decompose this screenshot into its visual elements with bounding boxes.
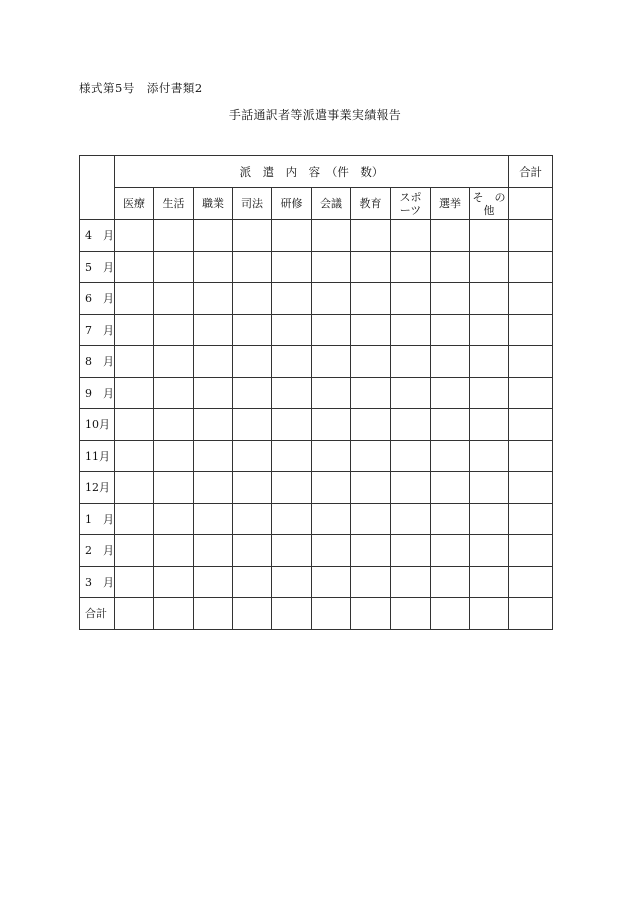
category-header-daily-life: 生活 xyxy=(154,188,194,220)
count-cell[interactable] xyxy=(154,409,194,441)
count-cell[interactable] xyxy=(194,220,233,252)
category-header-training: 研修 xyxy=(272,188,312,220)
month-label: 3 月 xyxy=(80,566,115,598)
form-reference: 様式第5号 添付書類2 xyxy=(79,81,203,95)
month-row xyxy=(80,346,553,378)
count-cell[interactable] xyxy=(431,251,470,283)
count-cell[interactable] xyxy=(194,472,233,504)
count-cell[interactable] xyxy=(115,566,154,598)
count-cell[interactable] xyxy=(391,220,431,252)
count-cell[interactable] xyxy=(431,283,470,315)
month-row xyxy=(80,283,553,315)
count-cell[interactable] xyxy=(154,283,194,315)
count-cell[interactable] xyxy=(312,409,351,441)
count-cell[interactable] xyxy=(312,440,351,472)
count-cell[interactable] xyxy=(431,346,470,378)
report-body xyxy=(80,220,553,630)
month-label: 12月 xyxy=(80,472,115,504)
count-cell[interactable] xyxy=(431,566,470,598)
count-cell[interactable] xyxy=(154,503,194,535)
count-cell[interactable] xyxy=(470,566,509,598)
month-label: 8 月 xyxy=(80,346,115,378)
count-cell[interactable] xyxy=(194,377,233,409)
count-cell[interactable] xyxy=(194,251,233,283)
count-cell[interactable] xyxy=(312,377,351,409)
count-cell[interactable] xyxy=(194,535,233,567)
count-cell[interactable] xyxy=(115,220,154,252)
count-cell[interactable] xyxy=(272,503,312,535)
count-cell[interactable] xyxy=(312,220,351,252)
month-label: 9 月 xyxy=(80,377,115,409)
count-cell[interactable] xyxy=(431,535,470,567)
count-cell[interactable] xyxy=(431,503,470,535)
count-cell[interactable] xyxy=(312,598,351,630)
count-cell[interactable] xyxy=(391,377,431,409)
count-cell[interactable] xyxy=(391,283,431,315)
month-row xyxy=(80,409,553,441)
count-cell[interactable] xyxy=(470,472,509,504)
count-cell[interactable] xyxy=(470,283,509,315)
count-cell[interactable] xyxy=(391,346,431,378)
count-cell[interactable] xyxy=(272,220,312,252)
count-cell[interactable] xyxy=(154,535,194,567)
dispatch-content-header: 派 遣 内 容 （件 数） xyxy=(115,156,509,188)
total-header: 合計 xyxy=(509,156,553,188)
count-cell[interactable] xyxy=(351,472,391,504)
count-cell[interactable] xyxy=(470,314,509,346)
count-cell[interactable] xyxy=(272,346,312,378)
count-cell[interactable] xyxy=(312,314,351,346)
count-cell[interactable] xyxy=(194,440,233,472)
count-cell[interactable] xyxy=(194,503,233,535)
count-cell[interactable] xyxy=(312,283,351,315)
count-cell[interactable] xyxy=(233,440,272,472)
count-cell[interactable] xyxy=(233,409,272,441)
count-cell[interactable] xyxy=(272,472,312,504)
count-cell[interactable] xyxy=(154,377,194,409)
count-cell[interactable] xyxy=(351,566,391,598)
count-cell[interactable] xyxy=(470,535,509,567)
count-cell[interactable] xyxy=(351,598,391,630)
total-header-blank xyxy=(509,188,553,220)
count-cell[interactable] xyxy=(351,409,391,441)
count-cell[interactable] xyxy=(115,251,154,283)
count-cell[interactable] xyxy=(391,566,431,598)
row-total-cell[interactable] xyxy=(509,566,553,598)
count-cell[interactable] xyxy=(272,377,312,409)
month-label: 1 月 xyxy=(80,503,115,535)
count-cell[interactable] xyxy=(154,598,194,630)
count-cell[interactable] xyxy=(272,535,312,567)
row-total-cell[interactable] xyxy=(509,251,553,283)
count-cell[interactable] xyxy=(431,377,470,409)
count-cell[interactable] xyxy=(272,566,312,598)
count-cell[interactable] xyxy=(233,472,272,504)
count-cell[interactable] xyxy=(391,314,431,346)
count-cell[interactable] xyxy=(115,503,154,535)
count-cell[interactable] xyxy=(470,251,509,283)
document-title: 手話通訳者等派遣事業実績報告 xyxy=(228,108,402,122)
category-header-medical: 医療 xyxy=(115,188,154,220)
month-row xyxy=(80,220,553,252)
count-cell[interactable] xyxy=(115,283,154,315)
count-cell[interactable] xyxy=(194,566,233,598)
category-header-sports: スポ ーツ xyxy=(391,188,431,220)
count-cell[interactable] xyxy=(115,346,154,378)
count-cell[interactable] xyxy=(470,409,509,441)
count-cell[interactable] xyxy=(272,314,312,346)
count-cell[interactable] xyxy=(470,503,509,535)
month-row xyxy=(80,314,553,346)
month-label: 6 月 xyxy=(80,283,115,315)
count-cell[interactable] xyxy=(312,566,351,598)
row-total-cell[interactable] xyxy=(509,283,553,315)
row-total-cell[interactable] xyxy=(509,409,553,441)
month-row xyxy=(80,440,553,472)
month-row xyxy=(80,566,553,598)
count-cell[interactable] xyxy=(431,472,470,504)
category-header-occupation: 職業 xyxy=(194,188,233,220)
count-cell[interactable] xyxy=(391,440,431,472)
count-cell[interactable] xyxy=(154,314,194,346)
count-cell[interactable] xyxy=(351,283,391,315)
month-label: 5 月 xyxy=(80,251,115,283)
count-cell[interactable] xyxy=(470,440,509,472)
count-cell[interactable] xyxy=(351,377,391,409)
count-cell[interactable] xyxy=(194,283,233,315)
count-cell[interactable] xyxy=(233,377,272,409)
month-label: 10月 xyxy=(80,409,115,441)
count-cell[interactable] xyxy=(351,220,391,252)
count-cell[interactable] xyxy=(391,251,431,283)
count-cell[interactable] xyxy=(115,535,154,567)
count-cell[interactable] xyxy=(351,346,391,378)
count-cell[interactable] xyxy=(194,409,233,441)
count-cell[interactable] xyxy=(115,472,154,504)
month-label: 11月 xyxy=(80,440,115,472)
dispatch-report-table xyxy=(79,155,553,630)
row-total-cell[interactable] xyxy=(509,503,553,535)
row-total-cell[interactable] xyxy=(509,346,553,378)
month-row xyxy=(80,472,553,504)
count-cell[interactable] xyxy=(154,472,194,504)
row-total-cell[interactable] xyxy=(509,598,553,630)
count-cell[interactable] xyxy=(312,251,351,283)
count-cell[interactable] xyxy=(470,377,509,409)
count-cell[interactable] xyxy=(272,440,312,472)
corner-cell xyxy=(80,156,115,220)
count-cell[interactable] xyxy=(431,440,470,472)
month-label: 7 月 xyxy=(80,314,115,346)
count-cell[interactable] xyxy=(272,409,312,441)
count-cell[interactable] xyxy=(351,314,391,346)
count-cell[interactable] xyxy=(470,220,509,252)
count-cell[interactable] xyxy=(233,346,272,378)
count-cell[interactable] xyxy=(233,251,272,283)
count-cell[interactable] xyxy=(154,566,194,598)
count-cell[interactable] xyxy=(154,440,194,472)
count-cell[interactable] xyxy=(351,535,391,567)
month-row xyxy=(80,251,553,283)
count-cell[interactable] xyxy=(272,598,312,630)
count-cell[interactable] xyxy=(351,503,391,535)
count-cell[interactable] xyxy=(154,220,194,252)
count-cell[interactable] xyxy=(312,472,351,504)
count-cell[interactable] xyxy=(115,440,154,472)
count-cell[interactable] xyxy=(115,409,154,441)
count-cell[interactable] xyxy=(272,283,312,315)
category-header-other: そ の 他 xyxy=(470,188,509,220)
category-header-education: 教育 xyxy=(351,188,391,220)
category-header-election: 選挙 xyxy=(431,188,470,220)
count-cell[interactable] xyxy=(431,409,470,441)
row-total-cell[interactable] xyxy=(509,314,553,346)
count-cell[interactable] xyxy=(154,346,194,378)
count-cell[interactable] xyxy=(391,598,431,630)
count-cell[interactable] xyxy=(272,251,312,283)
count-cell[interactable] xyxy=(351,251,391,283)
count-cell[interactable] xyxy=(431,314,470,346)
count-cell[interactable] xyxy=(154,251,194,283)
count-cell[interactable] xyxy=(391,503,431,535)
count-cell[interactable] xyxy=(391,472,431,504)
month-label: 2 月 xyxy=(80,535,115,567)
count-cell[interactable] xyxy=(115,314,154,346)
count-cell[interactable] xyxy=(233,598,272,630)
count-cell[interactable] xyxy=(233,566,272,598)
count-cell[interactable] xyxy=(351,440,391,472)
month-label: 4 月 xyxy=(80,220,115,252)
count-cell[interactable] xyxy=(233,314,272,346)
count-cell[interactable] xyxy=(233,535,272,567)
row-total-cell[interactable] xyxy=(509,440,553,472)
count-cell[interactable] xyxy=(312,535,351,567)
count-cell[interactable] xyxy=(470,598,509,630)
count-cell[interactable] xyxy=(194,346,233,378)
count-cell[interactable] xyxy=(233,283,272,315)
count-cell[interactable] xyxy=(431,220,470,252)
count-cell[interactable] xyxy=(312,503,351,535)
category-header-meeting: 会議 xyxy=(312,188,351,220)
row-total-cell[interactable] xyxy=(509,472,553,504)
month-row xyxy=(80,535,553,567)
count-cell[interactable] xyxy=(312,346,351,378)
count-cell[interactable] xyxy=(470,346,509,378)
row-total-cell[interactable] xyxy=(509,535,553,567)
count-cell[interactable] xyxy=(194,598,233,630)
count-cell[interactable] xyxy=(194,314,233,346)
total-row xyxy=(80,598,553,630)
total-row-label: 合計 xyxy=(80,598,115,630)
row-total-cell[interactable] xyxy=(509,377,553,409)
month-row xyxy=(80,377,553,409)
count-cell[interactable] xyxy=(391,409,431,441)
count-cell[interactable] xyxy=(115,377,154,409)
month-row xyxy=(80,503,553,535)
count-cell[interactable] xyxy=(391,535,431,567)
count-cell[interactable] xyxy=(233,503,272,535)
count-cell[interactable] xyxy=(233,220,272,252)
category-header-judicial: 司法 xyxy=(233,188,272,220)
row-total-cell[interactable] xyxy=(509,220,553,252)
count-cell[interactable] xyxy=(115,598,154,630)
count-cell[interactable] xyxy=(431,598,470,630)
